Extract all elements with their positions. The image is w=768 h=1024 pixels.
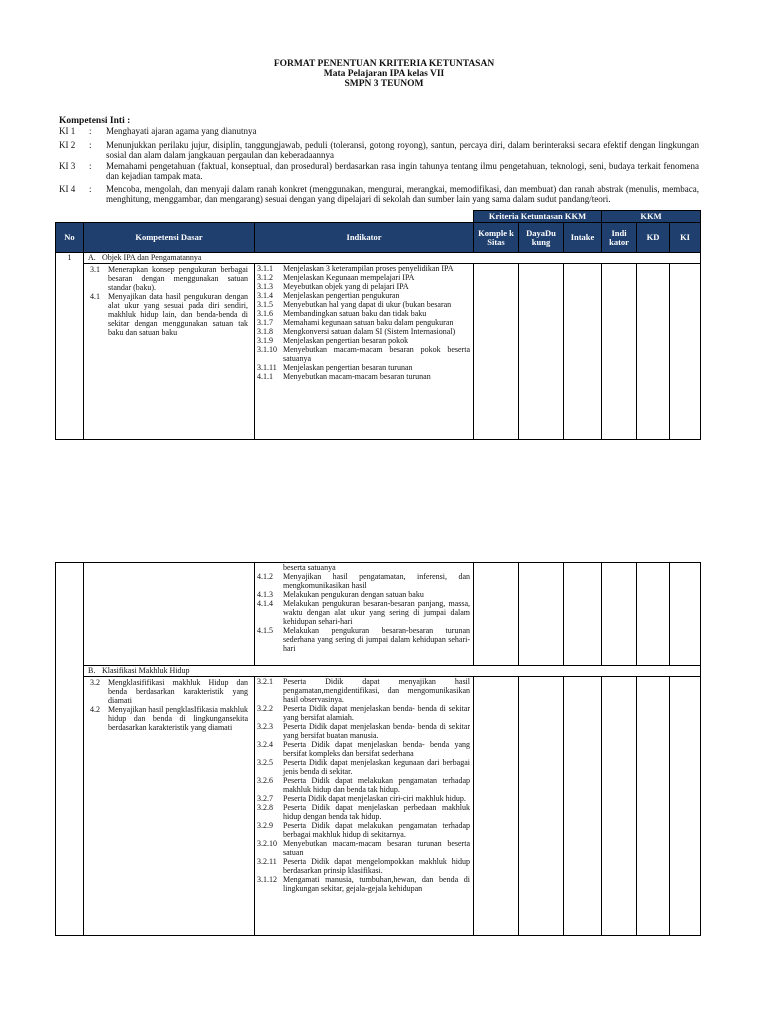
- header-kompetensi-dasar: Kompetensi Dasar: [84, 223, 255, 253]
- header-kkm-kd: KD: [637, 223, 670, 253]
- indikator-text: Peserta Didik dapat menjelaskan benda- benda di sekitar yang bersifat buatan manusia.: [283, 722, 470, 740]
- indikator-number: 3.1.1: [257, 264, 273, 273]
- ki-separator: :: [89, 126, 92, 136]
- kompetensi-dasar-cell: [84, 264, 255, 440]
- indikator-item: [255, 740, 473, 758]
- indikator-item: [255, 821, 473, 839]
- indikator-text: Menyebutkan macam-macam besaran turunan: [283, 372, 431, 381]
- section-heading-a: [84, 253, 701, 264]
- kd-item: [84, 705, 254, 732]
- ki-text: Menunjukkan perilaku jujur, disiplin, tanggungjawab, peduli (toleransi, gotong royong), santun, percaya diri, dalam berinteraksi secara efektif dengan lingkungan sosial dan alam dalam jangkauan pergaulan dan keberadaannya: [106, 140, 699, 160]
- document-school: SMPN 3 TEUNOM: [344, 79, 424, 89]
- indikator-number: 3.2.10: [257, 839, 277, 848]
- indikator-item: [255, 309, 473, 318]
- indikator-number: 4.1.3: [257, 590, 273, 599]
- header-intake: Intake: [564, 223, 602, 253]
- kompetensi-dasar-cell: [84, 677, 255, 936]
- kd-number: 3.1: [90, 265, 100, 274]
- indikator-text: Menjelaskan pengertian besaran pokok: [283, 336, 409, 345]
- indikator-text: Menjelaskan pengertian besaran turunan: [283, 363, 413, 372]
- indikator-number: 3.1.4: [257, 291, 273, 300]
- indikator-item: [255, 590, 473, 599]
- kd-number: 3.2: [90, 678, 100, 687]
- indikator-item: [255, 563, 473, 572]
- indikator-text: Menyebutkan macam-macam besaran pokok beserta satuanya: [283, 345, 470, 363]
- intake-cell[interactable]: [564, 677, 602, 936]
- indikator-item: [255, 704, 473, 722]
- kkm-ki-cell[interactable]: [670, 563, 701, 666]
- kd-item: [84, 292, 254, 337]
- header-kriteria: Kriteria Ketuntasan KKM: [474, 211, 602, 223]
- kkm-kd-cell[interactable]: [637, 563, 670, 666]
- indikator-text: Melakukan pengukuran besaran-besaran panjang, massa, waktu dengan alat ukur yang sering di jumpai dalam kehidupan sehari-hari: [283, 599, 470, 626]
- indikator-cell: [255, 563, 474, 666]
- header-spacer: [255, 211, 474, 223]
- indikator-number: 3.1.9: [257, 336, 273, 345]
- indikator-item: [255, 677, 473, 704]
- kkm-ki-cell[interactable]: [670, 677, 701, 936]
- kkm-kd-cell[interactable]: [637, 264, 670, 440]
- indikator-text: Peserta Didik dapat menjelaskan benda- benda yang bersifat kompleks dan bersifat sederhana: [283, 740, 470, 758]
- kkm-table-part-1: [55, 210, 701, 440]
- kd-text: Mengklasififikasi makhluk Hidup dan benda berdasarkan karakteristik yang diamati: [108, 678, 248, 705]
- ki-code: KI 2: [59, 140, 76, 150]
- indikator-text: Peserta Didik dapat menjelaskan kegunaan dari berbagai jenis benda di sekitar.: [283, 758, 470, 776]
- ki-separator: :: [89, 184, 92, 194]
- indikator-text: Peserta Didik dapat menyajikan hasil pengamatan,mengidentifikasi, dan mengomunikasikan hasil observasinya.: [283, 677, 470, 704]
- kkm-indikator-cell[interactable]: [602, 264, 637, 440]
- header-spacer: [56, 211, 84, 223]
- daya-dukung-cell[interactable]: [519, 677, 564, 936]
- kd-number: 4.1: [90, 292, 100, 301]
- indikator-text: Melakukan pengukuran dengan satuan baku: [283, 590, 424, 599]
- indikator-item: [255, 273, 473, 282]
- indikator-number: 3.2.7: [257, 794, 273, 803]
- indikator-item: [255, 722, 473, 740]
- indikator-text: Peserta Didik dapat melakukan pengamatan terhadap berbagai makhluk hidup di sekitarnya.: [283, 821, 470, 839]
- indikator-number: 3.1.6: [257, 309, 273, 318]
- indikator-text: Peserta Didik dapat melakukan pengamatan terhadap makhluk hidup dan benda tak hidup.: [283, 776, 470, 794]
- daya-dukung-cell[interactable]: [519, 264, 564, 440]
- indikator-text: Menyebutkan hal yang dapat di ukur (bukan besaran: [283, 300, 452, 309]
- indikator-text: Mengamati manusia, tumbuhan,hewan, dan benda di lingkungan sekitar, gejala-gejala kehidupan: [283, 875, 470, 893]
- header-spacer: [84, 211, 255, 223]
- ki-text: Mencoba, mengolah, dan menyaji dalam ranah konkret (menggunakan, mengurai, merangkai, memodifikasi, dan membuat) dan ranah abstrak (menulis, membaca, menghitung, menggambar, dan mengarang) sesuai dengan yang dipelajari di sekolah dan sumber lain yang sama dalam sudut pandang/teori.: [106, 184, 699, 204]
- kkm-indikator-cell[interactable]: [602, 563, 637, 666]
- section-label: Klasifikasi Makhluk Hidup: [102, 666, 190, 675]
- kd-item: [84, 678, 254, 705]
- kkm-ki-cell[interactable]: [670, 264, 701, 440]
- kompleksitas-cell[interactable]: [474, 563, 519, 666]
- indikator-number: 3.2.8: [257, 803, 273, 812]
- indikator-number: 3.1.8: [257, 327, 273, 336]
- indikator-number: 3.2.2: [257, 704, 273, 713]
- indikator-number: 4.1.2: [257, 572, 273, 581]
- ki-text: Memahami pengetahuan (faktual, konseptual, dan prosedural) berdasarkan rasa ingin tahunya tentang ilmu pengetahuan, teknologi, seni, budaya terkait fenomena dan kejadian tampak mata.: [106, 161, 699, 181]
- row-number-cell: [56, 563, 84, 936]
- indikator-number: 4.1.5: [257, 626, 273, 635]
- kd-text: Menyajikan hasil pengklasIfikasia makhluk hidup dan benda di lingkungansekita berdasarkan karakteristik yang diamati: [108, 705, 248, 732]
- indikator-number: 3.1.5: [257, 300, 273, 309]
- indikator-number: 3.2.1: [257, 677, 273, 686]
- indikator-item: [255, 291, 473, 300]
- daya-dukung-cell[interactable]: [519, 563, 564, 666]
- indikator-cell: [255, 264, 474, 440]
- kompleksitas-cell[interactable]: [474, 677, 519, 936]
- indikator-number: 3.1.12: [257, 875, 277, 884]
- indikator-number: 3.2.11: [257, 857, 277, 866]
- indikator-number: 3.1.3: [257, 282, 273, 291]
- header-kkm-ki: KI: [670, 223, 701, 253]
- kkm-table-part-2: [55, 562, 701, 936]
- kkm-kd-cell[interactable]: [637, 677, 670, 936]
- indikator-item: [255, 794, 473, 803]
- indikator-number: 4.1.1: [257, 372, 273, 381]
- indikator-item: [255, 372, 473, 381]
- kompetensi-dasar-cell: [84, 563, 255, 666]
- indikator-number: 3.1.10: [257, 345, 277, 354]
- indikator-item: [255, 857, 473, 875]
- indikator-number: 3.1.7: [257, 318, 273, 327]
- indikator-number: 3.2.9: [257, 821, 273, 830]
- kd-text: Menerapkan konsep pengukuran berbagai besaran dengan menggunakan satuan standar (baku).: [108, 265, 248, 292]
- indikator-text: Meyebutkan objek yang di pelajari IPA: [283, 282, 409, 291]
- header-no: No: [56, 223, 84, 253]
- header-kkm: KKM: [602, 211, 701, 223]
- indikator-number: 3.1.2: [257, 273, 273, 282]
- indikator-item: [255, 264, 473, 273]
- indikator-text: Menjelaskan Kegunaan mempelajari IPA: [283, 273, 415, 282]
- indikator-text: beserta satuanya: [283, 563, 336, 572]
- indikator-number: 4.1.4: [257, 599, 273, 608]
- kkm-indikator-cell[interactable]: [602, 677, 637, 936]
- header-kkm-indikator: Indi kator: [602, 223, 637, 253]
- section-heading-b: [84, 666, 701, 677]
- indikator-item: [255, 572, 473, 590]
- indikator-item: [255, 327, 473, 336]
- indikator-item: [255, 875, 473, 893]
- section-number: A.: [88, 253, 96, 262]
- indikator-text: Menjelaskan pengertian pengukuran: [283, 291, 400, 300]
- indikator-item: [255, 803, 473, 821]
- indikator-number: 3.2.6: [257, 776, 273, 785]
- ki-separator: :: [89, 140, 92, 150]
- indikator-text: Menyajikan hasil pengatamatan, inferensi, dan mengkomunikasikan hasil: [283, 572, 470, 590]
- indikator-item: [255, 626, 473, 653]
- ki-code: KI 3: [59, 161, 76, 171]
- ki-separator: :: [89, 161, 92, 171]
- indikator-text: Membandingkan satuan baku dan tidak baku: [283, 309, 427, 318]
- indikator-text: Mengkonversi satuan dalam SI (Sistem Internasional): [283, 327, 456, 336]
- kd-text: Menyajikan data hasil pengukuran dengan alat ukur yang sesuai pada diri sendiri, makhluk hidup lain, dan benda-benda di sekitar dengan menggunakan satuan tak baku dan satuan baku: [108, 292, 248, 337]
- indikator-number: 3.2.5: [257, 758, 273, 767]
- indikator-item: [255, 318, 473, 327]
- document-subject: Mata Pelajaran IPA kelas VII: [323, 69, 445, 79]
- indikator-cell: [255, 677, 474, 936]
- row-number: 1: [56, 253, 84, 440]
- ki-code: KI 1: [59, 126, 76, 136]
- header-kompleksitas: Komple k Sitas: [474, 223, 519, 253]
- ki-heading: Kompetensi Inti :: [59, 116, 131, 126]
- indikator-text: Melakukan pengukuran besaran-besaran turunan sederhana yang sering di jumpai dalam kehidupan sehari-hari: [283, 626, 470, 653]
- intake-cell[interactable]: [564, 563, 602, 666]
- indikator-item: [255, 599, 473, 626]
- indikator-text: Peserta Didik dapat menjelaskan perbedaan makhluk hidup dengan benda tak hidup.: [283, 803, 470, 821]
- header-indikator: Indikator: [255, 223, 474, 253]
- intake-cell[interactable]: [564, 264, 602, 440]
- ki-code: KI 4: [59, 184, 76, 194]
- indikator-item: [255, 839, 473, 857]
- indikator-number: 3.2.3: [257, 722, 273, 731]
- ki-text: Menghayati ajaran agama yang dianutnya: [106, 126, 257, 136]
- indikator-item: [255, 282, 473, 291]
- section-label: Objek IPA dan Pengamatannya: [102, 253, 202, 262]
- indikator-text: Peserta Didik dapat menjelaskan benda- benda di sekitar yang bersifat alamiah.: [283, 704, 470, 722]
- indikator-text: Menyebutkan macam-macam besaran turunan beserta satuan: [283, 839, 470, 857]
- indikator-item: [255, 776, 473, 794]
- indikator-number: 3.1.11: [257, 363, 277, 372]
- kompleksitas-cell[interactable]: [474, 264, 519, 440]
- indikator-text: Memahami kegunaan satuan baku dalam pengukuran: [283, 318, 454, 327]
- indikator-item: [255, 363, 473, 372]
- indikator-text: Menjelaskan 3 keterampilan proses penyelidikan IPA: [283, 264, 454, 273]
- indikator-item: [255, 345, 473, 363]
- section-number: B.: [88, 666, 96, 675]
- indikator-item: [255, 336, 473, 345]
- kd-number: 4.2: [90, 705, 100, 714]
- indikator-number: 3.2.4: [257, 740, 273, 749]
- indikator-text: Peserta Didik dapat mengelompokkan makhluk hidup berdasarkan prinsip klasifikasi.: [283, 857, 470, 875]
- indikator-text: Peserta Didik dapat menjelaskan ciri-ciri makhluk hidup.: [283, 794, 466, 803]
- indikator-item: [255, 758, 473, 776]
- indikator-item: [255, 300, 473, 309]
- kd-item: [84, 265, 254, 292]
- header-daya-dukung: DayaDu kung: [519, 223, 564, 253]
- document-title: FORMAT PENENTUAN KRITERIA KETUNTASAN: [273, 59, 495, 69]
